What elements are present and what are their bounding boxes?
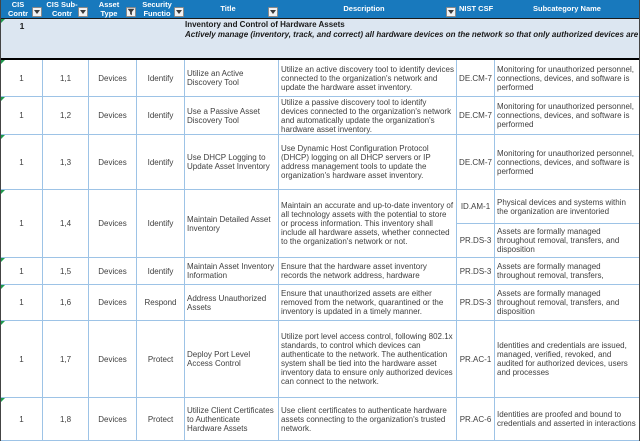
- cell-value: PR.AC-1: [459, 354, 492, 364]
- cell-nist-csf[interactable]: [457, 60, 495, 96]
- cell-asset-type[interactable]: [89, 321, 137, 397]
- cell-nist-csf[interactable]: [457, 135, 495, 189]
- cell-description[interactable]: [279, 398, 457, 440]
- error-triangle-icon: [1, 135, 5, 139]
- table-row: [1, 135, 639, 190]
- column-header-label: CIS Contr: [8, 0, 28, 18]
- cell-title[interactable]: [185, 60, 279, 96]
- cell-security-function[interactable]: [137, 258, 185, 284]
- error-triangle-icon: [1, 321, 5, 325]
- filter-dropdown-button[interactable]: [446, 7, 456, 17]
- group-subtitle: Actively manage (inventory, track, and correct) all hardware devices on the network so that only authorized devices are: [185, 30, 639, 39]
- table-row: [1, 398, 639, 441]
- cell-value: Devices: [98, 414, 127, 424]
- cell-value: Use client certificates to authenticate hardware assets connecting to the organization's trusted network.: [281, 405, 447, 433]
- cell-description[interactable]: [279, 321, 457, 397]
- group-title: Inventory and Control of Hardware Assets: [185, 20, 345, 29]
- cell-value: 1,1: [59, 73, 72, 83]
- cell-cis-sub-control[interactable]: [43, 60, 89, 96]
- cell-subcategory[interactable]: [495, 398, 639, 440]
- cell-value: Identities are proofed and bound to credentials and asserted in interactions: [497, 410, 636, 428]
- cell-asset-type[interactable]: [89, 398, 137, 440]
- cell-cis-control[interactable]: [1, 135, 43, 189]
- column-header-label: Subcategory Name: [533, 4, 601, 14]
- cell-cis-control[interactable]: [1, 190, 43, 257]
- cell-security-function[interactable]: [137, 135, 185, 189]
- cell-value: Devices: [98, 73, 127, 83]
- cell-value: 1: [19, 414, 24, 424]
- cell-value: Utilize Client Certificates to Authenticate Hardware Assets: [187, 405, 274, 433]
- cell-value: Protect: [147, 354, 174, 364]
- cell-value: Devices: [98, 219, 127, 228]
- column-header-nist-csf[interactable]: [457, 0, 495, 19]
- cell-subcategory[interactable]: [495, 60, 639, 96]
- filter-dropdown-button[interactable]: [174, 7, 184, 17]
- error-triangle-icon: [1, 398, 5, 402]
- cell-value: Protect: [147, 414, 174, 424]
- cell-value: Identify: [147, 73, 174, 83]
- cell-cis-control[interactable]: [1, 398, 43, 440]
- table-row: [1, 60, 639, 97]
- filter-funnel-icon: [127, 8, 135, 16]
- cell-value: 1: [19, 157, 24, 167]
- cell-subcategory[interactable]: [495, 97, 639, 134]
- cell-subcategory[interactable]: [495, 258, 639, 284]
- cell-value: 1: [19, 111, 24, 120]
- cell-value: Devices: [98, 266, 127, 276]
- cell-value: ID.AM-1: [460, 202, 491, 211]
- cell-description[interactable]: [279, 258, 457, 284]
- chevron-down-icon: [34, 10, 40, 14]
- cell-nist-csf[interactable]: [457, 321, 495, 397]
- cell-description[interactable]: [279, 285, 457, 320]
- cell-nist-csf[interactable]: [457, 224, 495, 257]
- cell-value: 1,2: [59, 111, 72, 120]
- cell-nist-csf[interactable]: [457, 285, 495, 320]
- cell-cis-sub-control[interactable]: [43, 97, 89, 134]
- cell-value: 1,6: [59, 298, 72, 307]
- column-header-label: CIS Sub-Contr: [46, 0, 78, 18]
- mapping-subrow: [457, 223, 639, 257]
- cell-value: 1,3: [59, 157, 72, 167]
- cell-value: Ensure that unauthorized assets are either removed from the network, quarantined or the inventory is updated in a timely manner.: [281, 289, 444, 316]
- cell-value: Monitoring for unauthorized personnel, connections, devices, and software is performed: [497, 64, 634, 92]
- cell-asset-type[interactable]: [89, 97, 137, 134]
- cell-title[interactable]: [185, 258, 279, 284]
- column-header-label: Asset Type: [98, 0, 120, 18]
- cell-value: Utilize a passive discovery tool to identify devices connected to the organization's network and automatically update the organization's hardware asset inventory.: [281, 97, 452, 134]
- column-header-label: Title: [220, 4, 236, 14]
- cell-value: Identify: [147, 219, 174, 228]
- cell-value: Address Unauthorized Assets: [187, 293, 267, 312]
- cell-value: Use a Passive Asset Discovery Tool: [187, 106, 260, 125]
- cell-value: Use DHCP Logging to Update Asset Inventory: [187, 153, 270, 171]
- cell-description[interactable]: [279, 60, 457, 96]
- cell-value: 1: [19, 266, 24, 276]
- cell-value: Use Dynamic Host Configuration Protocol (DHCP) logging on all DHCP servers or IP address management tools to update the organization's hardware asset inventory.: [281, 144, 431, 180]
- chevron-down-icon: [80, 10, 86, 14]
- cell-description[interactable]: [279, 97, 457, 134]
- cell-security-function[interactable]: [137, 60, 185, 96]
- cell-value: PR.DS-3: [459, 266, 492, 276]
- cell-value: Identify: [147, 157, 174, 167]
- cell-nist-csf[interactable]: [457, 258, 495, 284]
- cell-asset-type[interactable]: [89, 258, 137, 284]
- column-header-title[interactable]: [185, 0, 279, 19]
- cell-subcategory[interactable]: [495, 285, 639, 320]
- cell-value: Assets are formally managed throughout removal, transfers, and disposition: [497, 227, 620, 254]
- column-header-security-function[interactable]: [137, 0, 185, 19]
- cell-value: Ensure that the hardware asset inventory records the network address, hardware: [281, 262, 427, 280]
- cell-security-function[interactable]: [137, 321, 185, 397]
- cell-subcategory[interactable]: [495, 224, 639, 257]
- filter-active-button[interactable]: [126, 7, 136, 17]
- cell-value: Maintain an accurate and up-to-date inventory of all technology assets with the potential to store or process information. This inventory shall include all hardware assets, whether connected to the organization's network or not.: [281, 201, 454, 246]
- cell-asset-type[interactable]: [89, 135, 137, 189]
- column-header-label: NIST CSF: [459, 4, 494, 14]
- cell-cis-sub-control[interactable]: [43, 135, 89, 189]
- error-triangle-icon: [1, 19, 5, 23]
- column-header-description[interactable]: [279, 0, 457, 19]
- cell-value: Devices: [98, 157, 127, 167]
- cell-value: Identify: [147, 111, 174, 120]
- band-spacer: [43, 19, 185, 58]
- column-header-asset-type[interactable]: [89, 0, 137, 19]
- filter-dropdown-button[interactable]: [268, 7, 278, 17]
- cell-cis-control[interactable]: [1, 258, 43, 284]
- cell-value: 1: [19, 73, 24, 83]
- cell-value: 1,4: [59, 219, 72, 228]
- cell-value: DE.CM-7: [459, 157, 492, 167]
- column-header-label: Description: [343, 4, 385, 14]
- cell-value: DE.CM-7: [459, 111, 492, 120]
- cell-value: PR.DS-3: [459, 298, 492, 307]
- cell-value: Utilize port level access control, following 802.1x standards, to control which devices can authenticate to the network. The authentication system shall be tied into the hardware asset inventory data to ensure only authorized devices can connect to the network.: [281, 332, 453, 386]
- header-row: [1, 0, 639, 18]
- cell-value: Devices: [98, 298, 127, 307]
- cell-cis-control[interactable]: [1, 285, 43, 320]
- chevron-down-icon: [176, 10, 182, 14]
- cell-value: Utilize an Active Discovery Tool: [187, 69, 244, 87]
- cell-cis-control[interactable]: [1, 97, 43, 134]
- cell-title[interactable]: [185, 190, 279, 257]
- column-header-subcategory-name[interactable]: [495, 0, 639, 19]
- cell-security-function[interactable]: [137, 190, 185, 257]
- cell-title[interactable]: [185, 135, 279, 189]
- mapping-split: [457, 190, 639, 257]
- column-header-cis-sub-control[interactable]: [43, 0, 89, 19]
- cell-asset-type[interactable]: [89, 60, 137, 96]
- filter-dropdown-button[interactable]: [78, 7, 88, 17]
- cell-value: Assets are formally managed throughout removal, transfers,: [497, 262, 604, 280]
- cell-title[interactable]: [185, 321, 279, 397]
- table-row: [1, 190, 639, 258]
- control-group-row[interactable]: [1, 18, 639, 60]
- cell-title[interactable]: [185, 398, 279, 440]
- cell-cis-sub-control[interactable]: [43, 285, 89, 320]
- cell-value: PR.DS-3: [459, 236, 492, 245]
- table-row: [1, 97, 639, 135]
- cell-value: 1,8: [59, 414, 72, 424]
- cell-value: Monitoring for unauthorized personnel, connections, devices, and software is performed: [497, 148, 634, 176]
- mapping-subrow: [457, 190, 639, 223]
- cell-title[interactable]: [185, 97, 279, 134]
- chevron-down-icon: [270, 10, 276, 14]
- cell-value: PR.AC-6: [459, 414, 492, 424]
- cell-nist-csf[interactable]: [457, 97, 495, 134]
- cell-cis-sub-control[interactable]: [43, 258, 89, 284]
- cell-value: 1,5: [59, 266, 72, 276]
- cell-cis-sub-control[interactable]: [43, 398, 89, 440]
- cell-value: Maintain Detailed Asset Inventory: [187, 214, 271, 233]
- cell-cis-control[interactable]: [1, 19, 43, 58]
- cell-value: Respond: [144, 298, 177, 307]
- cell-description[interactable]: [279, 135, 457, 189]
- cell-nist-csf[interactable]: [457, 398, 495, 440]
- error-triangle-icon: [1, 190, 5, 194]
- cell-subcategory[interactable]: [495, 135, 639, 189]
- cell-value: Identities and credentials are issued, managed, verified, revoked, and audited for authorized devices, users and processes: [497, 341, 628, 377]
- column-header-cis-control[interactable]: [1, 0, 43, 19]
- cell-value: 1: [19, 219, 24, 228]
- error-triangle-icon: [1, 60, 5, 64]
- cell-asset-type[interactable]: [89, 285, 137, 320]
- cell-value: 1: [19, 354, 24, 364]
- cell-value: Devices: [98, 354, 127, 364]
- filter-dropdown-button[interactable]: [32, 7, 42, 17]
- cell-value: Deploy Port Level Access Control: [187, 350, 251, 368]
- cell-cis-sub-control[interactable]: [43, 321, 89, 397]
- cell-value: Devices: [98, 111, 127, 120]
- cell-asset-type[interactable]: [89, 190, 137, 257]
- cell-subcategory[interactable]: [495, 321, 639, 397]
- cell-subcategory[interactable]: [495, 190, 639, 223]
- cell-value: 1,7: [59, 354, 72, 364]
- group-description-cell[interactable]: [185, 19, 639, 58]
- cell-value: Utilize an active discovery tool to identify devices connected to the organization's network and update the hardware asset inventory.: [281, 64, 454, 92]
- table-row: [1, 258, 639, 285]
- table-row: [1, 321, 639, 398]
- cell-cis-control[interactable]: [1, 60, 43, 96]
- cell-title[interactable]: [185, 285, 279, 320]
- cell-security-function[interactable]: [137, 398, 185, 440]
- cell-value: Maintain Asset Inventory Information: [187, 262, 275, 280]
- cell-security-function[interactable]: [137, 285, 185, 320]
- chevron-down-icon: [448, 10, 454, 14]
- cell-value: Physical devices and systems within the organization are inventoried: [497, 197, 626, 216]
- column-header-label: Security Functio: [142, 0, 172, 18]
- cell-description[interactable]: [279, 190, 457, 257]
- cell-cis-sub-control[interactable]: [43, 190, 89, 257]
- cell-security-function[interactable]: [137, 97, 185, 134]
- error-triangle-icon: [1, 285, 5, 289]
- error-triangle-icon: [1, 258, 5, 262]
- error-triangle-icon: [1, 97, 5, 101]
- cell-value: Monitoring for unauthorized personnel, connections, devices, and software is performed: [497, 102, 634, 129]
- cell-value: Identify: [147, 266, 174, 276]
- cell-value: 1: [19, 298, 24, 307]
- cell-nist-csf[interactable]: [457, 190, 495, 223]
- cell-value: Assets are formally managed throughout removal, transfers, and disposition: [497, 289, 620, 316]
- cell-value: DE.CM-7: [459, 73, 492, 83]
- cell-cis-control[interactable]: [1, 321, 43, 397]
- group-number: 1: [19, 21, 25, 31]
- table-row: [1, 285, 639, 321]
